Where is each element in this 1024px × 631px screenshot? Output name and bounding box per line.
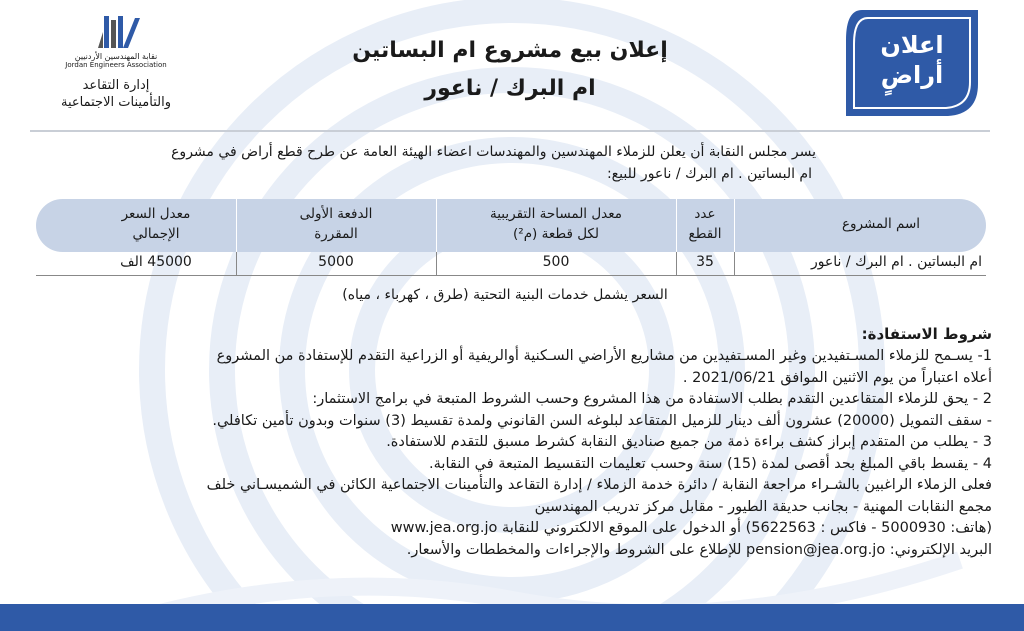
header-price-line-2: الإجمالي bbox=[132, 226, 180, 242]
row-divider-4 bbox=[236, 252, 237, 275]
condition-line: مجمع النقابات المهنية - بجانب حديقة الطيور - مقابل مركز تدريب المهندسين bbox=[534, 498, 992, 515]
cell-first-payment: 5000 bbox=[318, 254, 354, 270]
header-payment-line-2: المقررة bbox=[314, 226, 358, 242]
header-count-line-1: عدد bbox=[694, 206, 716, 222]
header-area-line-1: معدل المساحة التقريبية bbox=[490, 206, 622, 222]
badge-text bbox=[838, 30, 986, 90]
header-project: اسم المشروع bbox=[841, 216, 921, 232]
contact-line: (هاتف: 5000930 - فاكس : 5622563) أو الدخول على الموقع الالكتروني للنقابة www.jea.org.jo bbox=[390, 520, 992, 536]
conditions-section bbox=[150, 322, 992, 561]
page-title: إعلان بيع مشروع ام البساتين bbox=[352, 38, 668, 63]
condition-line: 2 - يحق للزملاء المتقاعدين التقدم بطلب الاستفادة من هذا المشروع وحسب الشروط المتبعة في برامج الاستثمار: bbox=[312, 391, 992, 407]
condition-line: - سقف التمويل (20000) عشرون ألف دينار للزميل المتقاعد لبلوغه السن القانوني ولمدة تقسيط (3) سنوات وبدون تأمين تكافلي. bbox=[212, 412, 992, 429]
department-line-2: والتأمينات الاجتماعية bbox=[61, 95, 171, 110]
row-divider-2 bbox=[676, 252, 677, 275]
org-name-arabic: نقابة المهندسين الأردنيين bbox=[74, 52, 158, 61]
header-payment-line-1: الدفعة الأولى bbox=[299, 206, 373, 222]
header-area bbox=[436, 204, 676, 244]
price-note: السعر يشمل خدمات البنية التحتية (طرق ، كهرباء ، مياه) bbox=[342, 287, 668, 303]
footer-bar bbox=[0, 604, 1024, 631]
email-line: البريد الإلكتروني: pension@jea.org.jo للإطلاع على الشروط والإجراءات والمخططات والأسعار. bbox=[406, 541, 992, 558]
department-line-1: إدارة التقاعد bbox=[82, 78, 150, 93]
header-first-payment bbox=[236, 204, 436, 244]
header-divider-1 bbox=[734, 199, 735, 252]
table-header bbox=[36, 199, 986, 252]
row-divider-1 bbox=[734, 252, 735, 275]
condition-line: 1- يسـمح للزملاء المسـتفيدين وغير المسـتفيدين من مشاريع الأراضي السـكنية أوالريفية أو الزراعية التقدم للإستفادة من المشروع bbox=[216, 348, 992, 364]
association-logo bbox=[46, 14, 186, 111]
header-total-price bbox=[76, 204, 236, 244]
header-divider-4 bbox=[236, 199, 237, 252]
header-area-line-2: لكل قطعة (م²) bbox=[513, 226, 599, 242]
condition-line: فعلى الزملاء الراغبين بالشـراء مراجعة النقابة / دائرة خدمة الزملاء / إدارة التقاعد والتأمينات الاجتماعية الكائن في الشميسـاني خلف bbox=[206, 477, 992, 493]
table-bottom-rule bbox=[36, 275, 986, 276]
department-name bbox=[46, 77, 186, 111]
badge-line-1: اعلان bbox=[880, 31, 944, 59]
intro-paragraph bbox=[160, 141, 816, 185]
header-count bbox=[676, 204, 734, 244]
condition-line: 4 - يقسط باقي المبلغ بحد أقصى لمدة (15) سنة وحسب تعليمات التقسيط المتبعة في النقابة. bbox=[429, 455, 992, 472]
header-divider-2 bbox=[676, 199, 677, 252]
page-subtitle: ام البرك / ناعور bbox=[424, 76, 596, 101]
intro-line-2: ام البساتين . ام البرك / ناعور للبيع: bbox=[606, 166, 812, 182]
jea-emblem-icon bbox=[90, 14, 142, 50]
table-row bbox=[36, 252, 986, 274]
cell-total-price: 45000 الف bbox=[120, 254, 192, 270]
badge-line-2: أراضٍ bbox=[880, 61, 944, 89]
cell-project: ام البساتين . ام البرك / ناعور bbox=[810, 254, 982, 270]
intro-line-1: يسر مجلس النقابة أن يعلن للزملاء المهندسين والمهندسات اعضاء الهيئة العامة عن طرح قطع أراض في مشروع bbox=[171, 144, 816, 160]
conditions-heading: شروط الاستفادة: bbox=[861, 325, 992, 343]
header-count-line-2: القطع bbox=[688, 226, 722, 242]
org-name-english: Jordan Engineers Association bbox=[65, 61, 167, 69]
condition-line: 3 - يطلب من المتقدم إبراز كشف براءة ذمة من جميع صناديق النقابة كشرط مسبق للتقدم للاستفادة. bbox=[386, 434, 992, 450]
land-announcement-badge bbox=[838, 6, 986, 122]
cell-count: 35 bbox=[696, 254, 714, 270]
cell-area: 500 bbox=[542, 254, 570, 270]
header-divider bbox=[30, 130, 990, 132]
header-divider-3 bbox=[436, 199, 437, 252]
header-price-line-1: معدل السعر bbox=[121, 206, 191, 222]
row-divider-3 bbox=[436, 252, 437, 275]
condition-line: أعلاه اعتباراً من يوم الاثنين الموافق 2021/06/21 . bbox=[682, 369, 992, 386]
